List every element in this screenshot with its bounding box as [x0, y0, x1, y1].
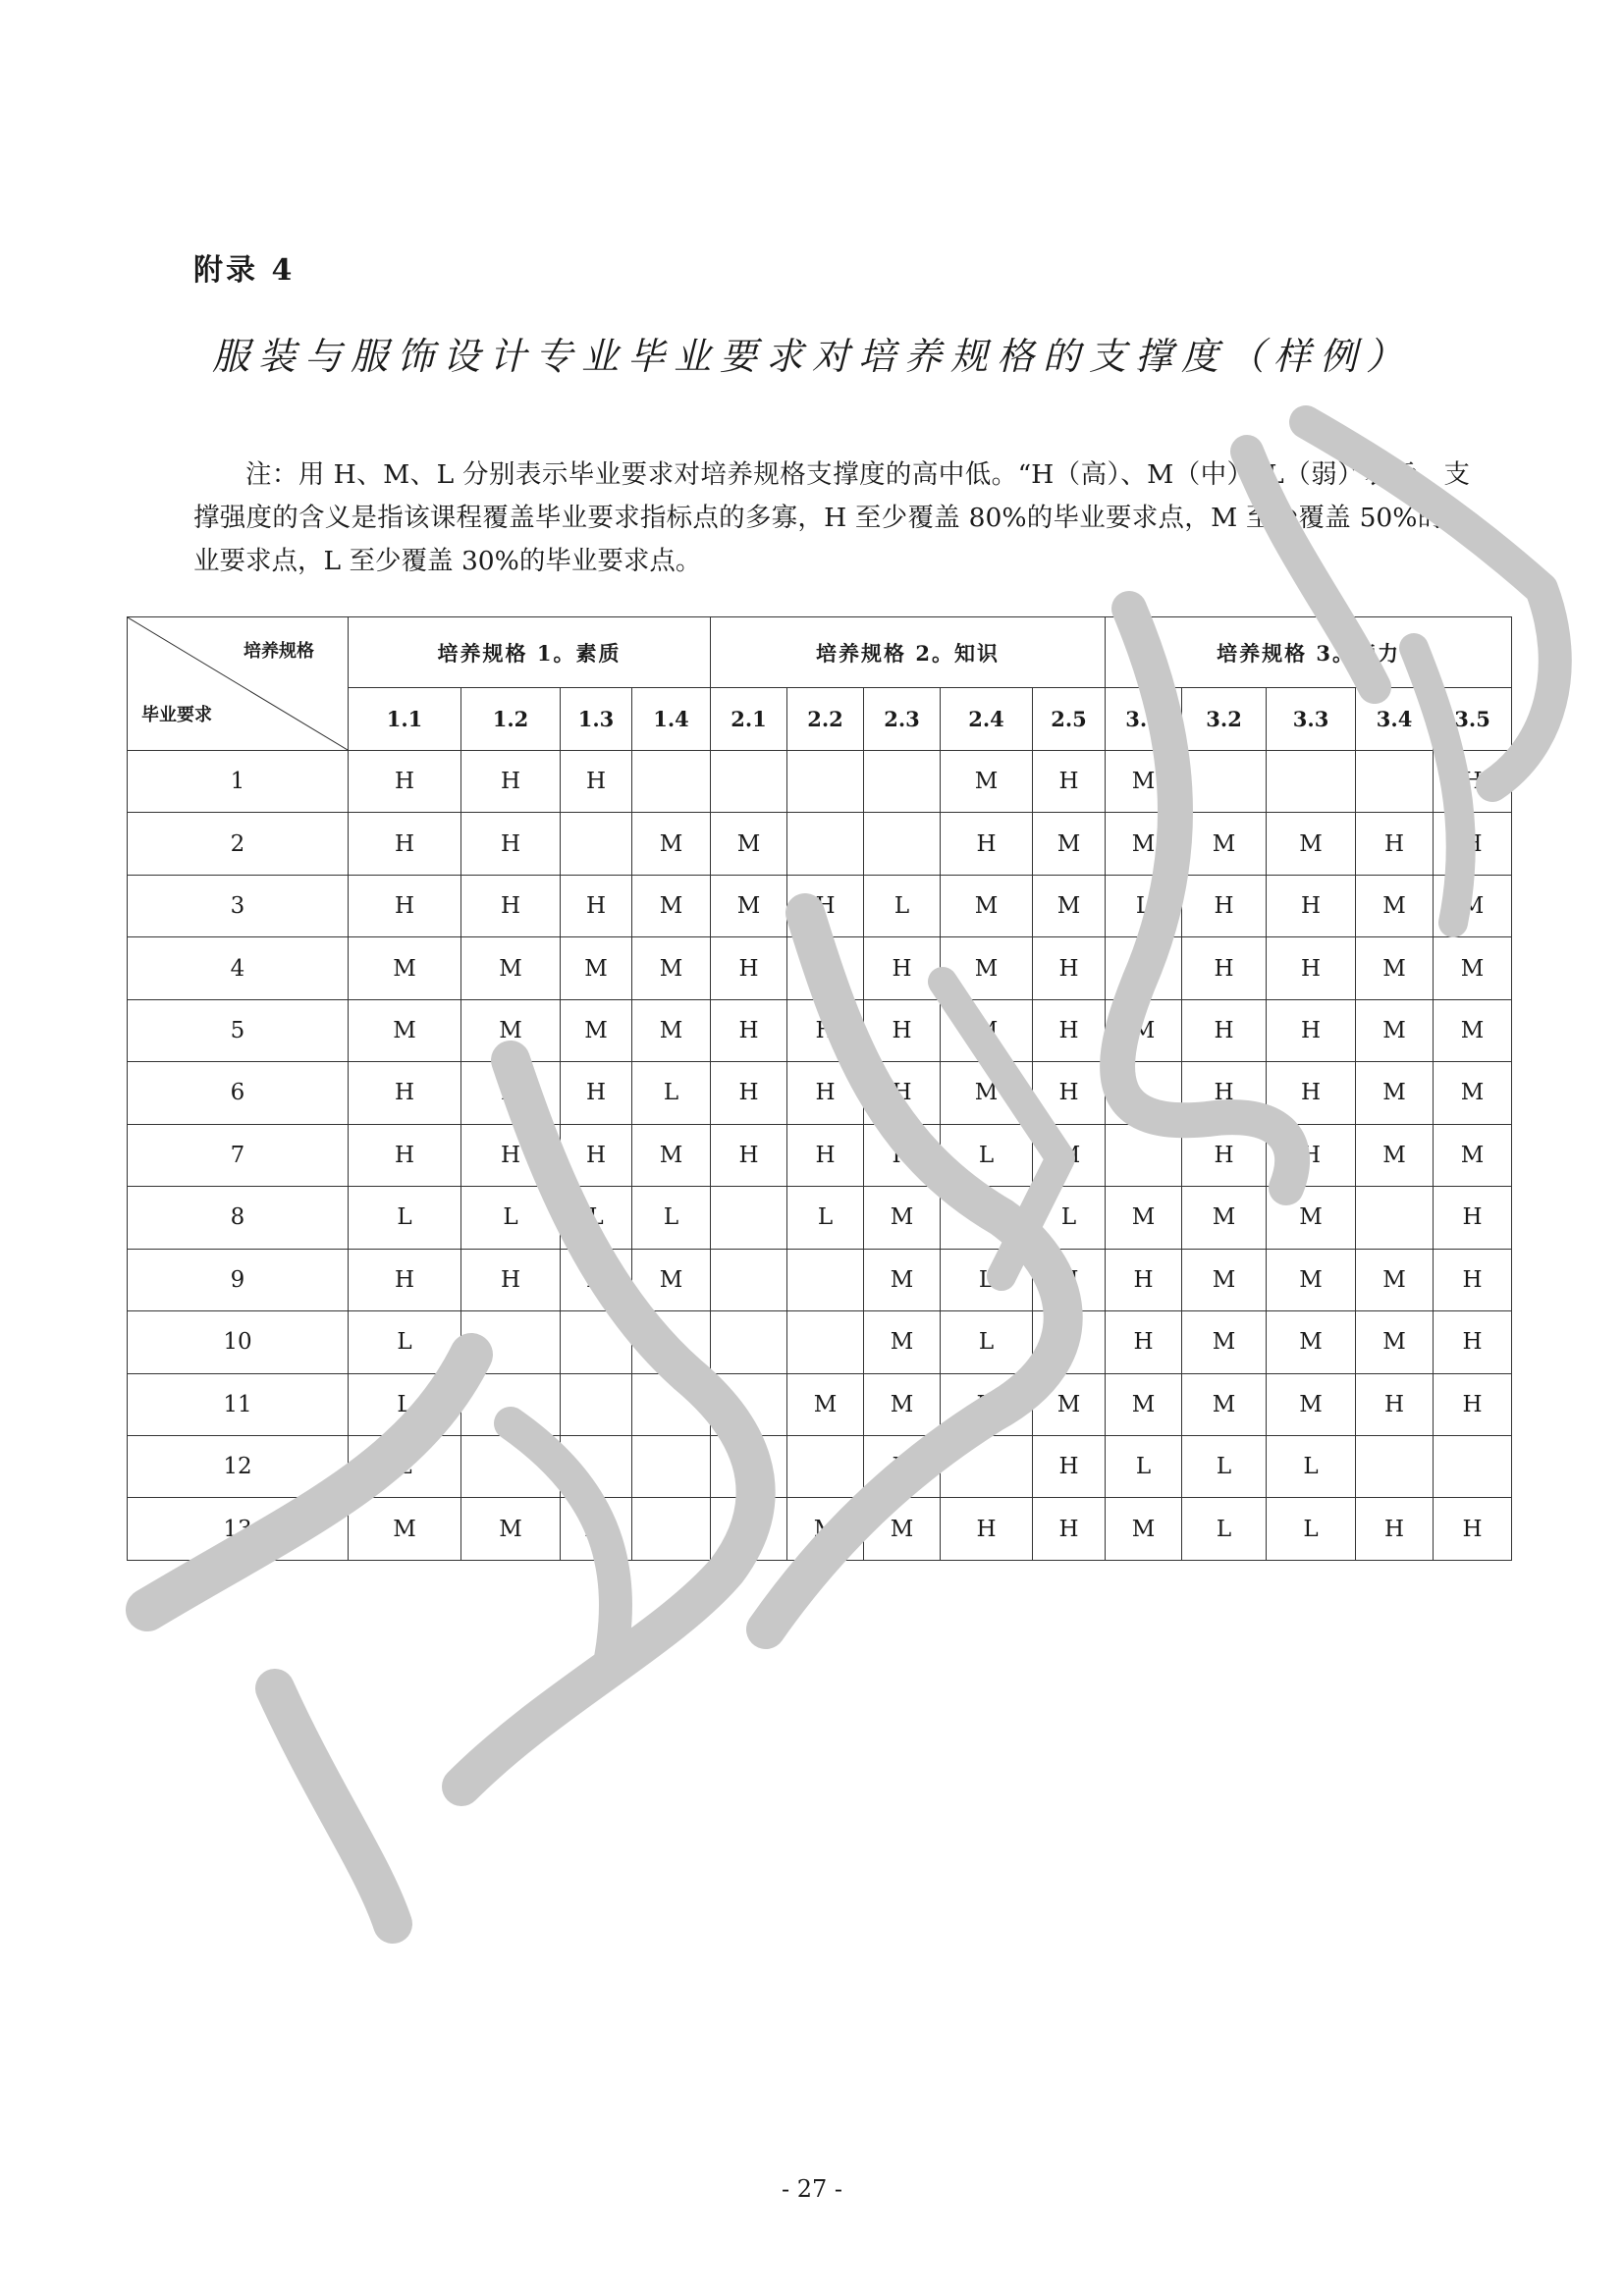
table-row [128, 1249, 1512, 1310]
support-cell: H [787, 999, 864, 1061]
support-cell: L [941, 1124, 1033, 1186]
support-cell [711, 751, 787, 813]
group-header-2: 培养规格 2。知识 [711, 617, 1106, 688]
table-row [128, 875, 1512, 936]
support-cell: M [1182, 1187, 1267, 1249]
table-row [128, 1311, 1512, 1373]
support-cell: M [1267, 1187, 1356, 1249]
support-cell: L [941, 1311, 1033, 1373]
support-cell [711, 1373, 787, 1435]
support-cell [1434, 1435, 1512, 1497]
support-cell: M [1356, 1249, 1434, 1310]
support-cell: H [561, 1124, 632, 1186]
support-cell: H [1033, 1498, 1106, 1561]
support-cell [632, 1435, 711, 1497]
support-cell: M [1033, 1124, 1106, 1186]
support-cell: M [632, 937, 711, 999]
support-cell [1356, 1435, 1434, 1497]
support-cell: H [1434, 1311, 1512, 1373]
support-cell: H [1356, 813, 1434, 875]
support-cell: H [711, 1124, 787, 1186]
support-cell: M [711, 875, 787, 936]
support-cell: M [1033, 875, 1106, 936]
row-label: 10 [128, 1311, 349, 1373]
support-cell: M [561, 999, 632, 1061]
row-label: 7 [128, 1124, 349, 1186]
row-label: 4 [128, 937, 349, 999]
support-cell: M [632, 1249, 711, 1310]
support-cell: H [787, 1124, 864, 1186]
support-cell: H [864, 937, 941, 999]
support-cell: H [1182, 1062, 1267, 1124]
support-cell: M [864, 1187, 941, 1249]
support-cell [1356, 1187, 1434, 1249]
support-cell: H [561, 875, 632, 936]
support-cell: H [787, 875, 864, 936]
column-header: 3.4 [1356, 688, 1434, 751]
support-cell: H [1182, 999, 1267, 1061]
support-cell: H [787, 1062, 864, 1124]
support-cell: L [1182, 1498, 1267, 1561]
support-cell: M [1033, 1373, 1106, 1435]
support-cell: H [711, 937, 787, 999]
support-cell: M [461, 999, 561, 1061]
support-cell [1106, 1062, 1182, 1124]
support-cell: H [461, 875, 561, 936]
support-cell: M [349, 1498, 461, 1561]
support-cell: L [1182, 1435, 1267, 1497]
support-cell: H [711, 1062, 787, 1124]
support-cell: M [632, 813, 711, 875]
support-cell: L [632, 1062, 711, 1124]
support-cell: H [864, 1435, 941, 1497]
support-cell: H [1434, 1249, 1512, 1310]
support-cell: L [941, 1187, 1033, 1249]
row-label: 11 [128, 1373, 349, 1435]
support-cell: H [1033, 1311, 1106, 1373]
support-cell: M [1267, 813, 1356, 875]
support-cell: M [864, 1373, 941, 1435]
table-row [128, 1435, 1512, 1497]
support-cell: M [941, 1062, 1033, 1124]
page-number: - 27 - [781, 2175, 842, 2203]
support-cell: L [1106, 1435, 1182, 1497]
support-cell [561, 1373, 632, 1435]
support-cell [561, 813, 632, 875]
row-label: 12 [128, 1435, 349, 1497]
group-header-1: 培养规格 1。素质 [349, 617, 711, 688]
support-cell [787, 1435, 864, 1497]
support-cell: H [864, 1062, 941, 1124]
support-cell: L [461, 1187, 561, 1249]
support-cell [1182, 751, 1267, 813]
support-cell: H [461, 1249, 561, 1310]
table-row [128, 813, 1512, 875]
support-cell: H [1106, 1249, 1182, 1310]
support-cell: M [561, 1498, 632, 1561]
support-cell: H [1434, 1498, 1512, 1561]
column-header: 1.3 [561, 688, 632, 751]
support-cell [632, 751, 711, 813]
row-label: 13 [128, 1498, 349, 1561]
support-cell: M [787, 1373, 864, 1435]
support-cell: L [349, 1373, 461, 1435]
support-cell [787, 1249, 864, 1310]
support-cell: M [1106, 1498, 1182, 1561]
row-label: 5 [128, 999, 349, 1061]
support-cell [1106, 937, 1182, 999]
support-cell: H [1434, 813, 1512, 875]
support-cell: H [941, 1373, 1033, 1435]
support-cell: H [941, 1498, 1033, 1561]
support-cell: H [1267, 875, 1356, 936]
support-cell: M [1356, 999, 1434, 1061]
table-row [128, 999, 1512, 1061]
support-cell: H [711, 999, 787, 1061]
support-cell: L [941, 1249, 1033, 1310]
support-cell: M [349, 999, 461, 1061]
support-cell: M [864, 1249, 941, 1310]
support-cell: H [1434, 751, 1512, 813]
support-cell [1267, 751, 1356, 813]
support-cell [632, 1498, 711, 1561]
support-cell: M [941, 751, 1033, 813]
support-cell: H [561, 1062, 632, 1124]
support-cell: M [1434, 937, 1512, 999]
table-row [128, 1062, 1512, 1124]
row-label: 1 [128, 751, 349, 813]
support-cell: L [787, 1187, 864, 1249]
support-cell: H [1033, 1062, 1106, 1124]
support-cell: H [1267, 1124, 1356, 1186]
support-cell: M [632, 1124, 711, 1186]
table-row [128, 1498, 1512, 1561]
support-cell: H [461, 813, 561, 875]
support-cell: H [1434, 1187, 1512, 1249]
support-cell: M [1182, 1311, 1267, 1373]
support-cell: M [632, 999, 711, 1061]
support-cell: H [349, 1062, 461, 1124]
support-cell: H [1033, 937, 1106, 999]
support-cell: M [711, 813, 787, 875]
corner-row-header: 毕业要求 [141, 705, 212, 725]
column-header: 3.1 [1106, 688, 1182, 751]
support-cell [461, 1435, 561, 1497]
support-cell: L [1033, 1187, 1106, 1249]
support-cell: H [787, 937, 864, 999]
support-cell: M [349, 937, 461, 999]
support-cell: H [461, 1062, 561, 1124]
support-cell: H [1033, 751, 1106, 813]
support-cell [787, 751, 864, 813]
support-cell [711, 1187, 787, 1249]
table-row [128, 1187, 1512, 1249]
support-cell [864, 813, 941, 875]
table-row [128, 751, 1512, 813]
support-cell: M [864, 1311, 941, 1373]
column-header: 3.3 [1267, 688, 1356, 751]
support-cell: M [1356, 1124, 1434, 1186]
support-cell: H [561, 751, 632, 813]
support-cell: M [941, 875, 1033, 936]
support-cell: L [349, 1311, 461, 1373]
table-row [128, 1124, 1512, 1186]
support-cell [461, 1373, 561, 1435]
support-cell: M [1106, 813, 1182, 875]
support-cell: H [1182, 1124, 1267, 1186]
support-cell: H [1267, 1062, 1356, 1124]
column-header: 3.2 [1182, 688, 1267, 751]
support-cell: M [461, 937, 561, 999]
support-cell: L [1106, 875, 1182, 936]
support-cell: L [711, 1435, 787, 1497]
support-cell: H [1106, 1311, 1182, 1373]
support-cell: M [941, 999, 1033, 1061]
support-cell [632, 1373, 711, 1435]
support-cell: M [941, 937, 1033, 999]
support-cell: L [349, 1435, 461, 1497]
support-cell: M [1434, 1062, 1512, 1124]
support-cell: M [1182, 1373, 1267, 1435]
support-cell: H [864, 999, 941, 1061]
support-cell: M [1356, 1062, 1434, 1124]
support-cell: H [941, 813, 1033, 875]
column-header: 3.5 [1434, 688, 1512, 751]
support-cell: H [1434, 1373, 1512, 1435]
support-cell: H [461, 751, 561, 813]
support-cell [787, 1311, 864, 1373]
support-cell [711, 1249, 787, 1310]
support-cell: H [1033, 999, 1106, 1061]
support-cell: H [1356, 1498, 1434, 1561]
support-cell: M [1182, 1249, 1267, 1310]
support-cell: M [1267, 1249, 1356, 1310]
support-cell: H [1182, 875, 1267, 936]
support-cell [711, 1311, 787, 1373]
table-row [128, 1373, 1512, 1435]
support-cell: H [1356, 1373, 1434, 1435]
support-cell [561, 1311, 632, 1373]
support-cell [941, 1435, 1033, 1497]
support-cell: L [864, 875, 941, 936]
support-cell [561, 1435, 632, 1497]
column-header: 2.4 [941, 688, 1033, 751]
support-cell: M [1106, 1187, 1182, 1249]
support-cell: H [1033, 1249, 1106, 1310]
support-cell: M [864, 1498, 941, 1561]
row-label: 2 [128, 813, 349, 875]
support-cell: M [1106, 1373, 1182, 1435]
support-cell: M [1434, 875, 1512, 936]
diagonal-line [128, 617, 348, 750]
column-header: 1.2 [461, 688, 561, 751]
row-label: 8 [128, 1187, 349, 1249]
support-cell: H [1033, 1435, 1106, 1497]
support-cell: M [1267, 1373, 1356, 1435]
column-header: 2.5 [1033, 688, 1106, 751]
support-cell: M [787, 1498, 864, 1561]
support-matrix-table [127, 616, 1512, 1561]
support-cell: H [461, 1124, 561, 1186]
row-label: 3 [128, 875, 349, 936]
row-label: 9 [128, 1249, 349, 1310]
support-cell: M [1182, 813, 1267, 875]
support-cell: H [561, 1249, 632, 1310]
support-cell: H [1267, 999, 1356, 1061]
support-cell: H [349, 813, 461, 875]
support-cell: H [349, 875, 461, 936]
watermark-stroke [275, 1688, 393, 1924]
table-row [128, 937, 1512, 999]
support-cell: L [1267, 1435, 1356, 1497]
corner-column-header: 培养规格 [244, 641, 314, 662]
table-note: 注：用 H、M、L 分别表示毕业要求对培养规格支撑度的高中低。“H（高）、M（中）、L（弱）”表示。支撑强度的含义是指该课程覆盖毕业要求指标点的多寡，H 至少覆盖 80%的毕业要求点，M 至少覆盖 50%的毕业要求点，L 至少覆盖 30%的毕业要求点。 [193, 459, 1470, 576]
support-cell: M [1033, 813, 1106, 875]
support-cell: H [349, 1124, 461, 1186]
appendix-label: 附录 4 [193, 253, 296, 288]
column-header: 2.1 [711, 688, 787, 751]
column-header: 1.4 [632, 688, 711, 751]
support-cell [864, 751, 941, 813]
support-cell: H [864, 1124, 941, 1186]
support-cell: H [1182, 937, 1267, 999]
support-cell: M [561, 937, 632, 999]
support-cell [461, 1311, 561, 1373]
support-cell: M [1106, 751, 1182, 813]
support-cell [711, 1498, 787, 1561]
column-header: 1.1 [349, 688, 461, 751]
support-cell: H [349, 1249, 461, 1310]
support-cell: L [561, 1187, 632, 1249]
support-cell [1356, 751, 1434, 813]
support-cell [632, 1311, 711, 1373]
support-cell: M [1434, 999, 1512, 1061]
support-cell [787, 813, 864, 875]
support-cell: M [1356, 875, 1434, 936]
support-cell: M [1267, 1311, 1356, 1373]
support-cell: L [349, 1187, 461, 1249]
column-header: 2.3 [864, 688, 941, 751]
group-header-3: 培养规格 3。能力 [1106, 617, 1512, 688]
support-cell: M [1356, 937, 1434, 999]
support-cell: H [349, 751, 461, 813]
corner-diagonal-cell [128, 617, 349, 751]
support-cell: L [632, 1187, 711, 1249]
support-cell: M [1434, 1124, 1512, 1186]
row-label: 6 [128, 1062, 349, 1124]
support-cell [1106, 1124, 1182, 1186]
support-cell: L [1267, 1498, 1356, 1561]
page-title: 服装与服饰设计专业毕业要求对培养规格的支撑度（样例） [211, 335, 1412, 378]
support-cell: M [1106, 999, 1182, 1061]
support-cell: M [1356, 1311, 1434, 1373]
column-header: 2.2 [787, 688, 864, 751]
support-cell: H [1267, 937, 1356, 999]
support-cell: M [632, 875, 711, 936]
support-cell: M [461, 1498, 561, 1561]
